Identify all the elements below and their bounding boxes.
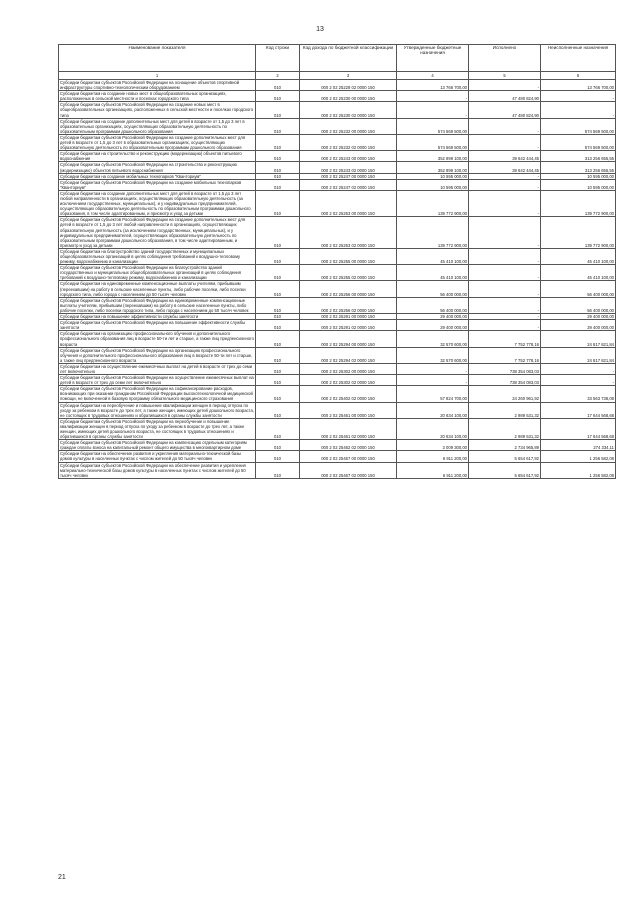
row-code-cell: 010	[256, 314, 300, 320]
executed-amount-cell: -	[469, 297, 541, 313]
table-row	[59, 91, 616, 102]
income-code-cell: 000 2 02 25402 02 0000 150	[300, 386, 397, 402]
row-code-cell: 010	[256, 91, 300, 102]
row-code-cell: 010	[256, 80, 300, 91]
row-code-cell: 010	[256, 151, 300, 162]
row-name-cell: Субсидии бюджетам на создание дополнительных мест для детей в возрасте от 1,5 до 3 лет любой направленности в организациях, осуществляющих образовательную деятельность (за исключением государственных, муниципальных), и у индивидуальных предпринимателей, осуществляющих образовательную деятельность по образовательным программам дошкольного образования, в том числе адаптированным, и присмотр и уход за детьми	[59, 190, 256, 216]
remaining-amount-cell: 17 644 568,68	[541, 402, 616, 418]
table-header-row	[59, 45, 616, 72]
row-name-cell: Субсидии бюджетам на обеспечение развития и укрепления материально-технической базы домов культуры в населенных пунктах с числом жителей до 50 тысяч человек	[59, 451, 256, 462]
remaining-amount-cell: 574 569 500,00	[541, 118, 616, 134]
remaining-amount-cell: -	[541, 375, 616, 386]
row-code-cell: 010	[256, 190, 300, 216]
table-row	[59, 134, 616, 150]
table-row	[59, 281, 616, 297]
row-code-cell: 010	[256, 402, 300, 418]
row-name-cell: Субсидии бюджетам субъектов Российской Федерации на обеспечение развития и укрепления материально-технической базы домов культуры в населенных пунктах с числом жителей до 50 тысяч человек	[59, 462, 256, 478]
approved-amount-cell: 20 634 100,00	[397, 402, 469, 418]
row-name-cell: Субсидии бюджетам на строительство и реконструкцию (модернизацию) объектов питьевого водоснабжения	[59, 151, 256, 162]
table-row	[59, 331, 616, 347]
executed-amount-cell: -	[469, 190, 541, 216]
row-name-cell: Субсидии бюджетам на создание дополнительных мест для детей в возрасте от 1,5 до 3 лет в образовательных организациях, осуществляющих образовательную деятельность по образовательным программам дошкольного образования	[59, 118, 256, 134]
remaining-amount-cell: 56 400 000,00	[541, 281, 616, 297]
remaining-amount-cell: 1 256 582,08	[541, 462, 616, 478]
approved-amount-cell: 29 400 000,00	[397, 320, 469, 331]
table-row	[59, 440, 616, 451]
row-code-cell: 010	[256, 248, 300, 264]
remaining-amount-cell: 313 256 655,55	[541, 151, 616, 162]
remaining-amount-cell: 13 766 700,00	[541, 80, 616, 91]
executed-amount-cell: 738 354 083,03	[469, 375, 541, 386]
table-row	[59, 363, 616, 374]
remaining-amount-cell: 24 817 821,84	[541, 347, 616, 363]
table-row	[59, 118, 616, 134]
row-code-cell: 010	[256, 418, 300, 439]
table-row	[59, 151, 616, 162]
remaining-amount-cell: 17 644 568,68	[541, 418, 616, 439]
table-row	[59, 418, 616, 439]
column-index: 2	[256, 72, 300, 80]
remaining-amount-cell: 29 400 000,00	[541, 314, 616, 320]
executed-amount-cell: 47 480 824,90	[469, 102, 541, 118]
remaining-amount-cell: 274 334,11	[541, 440, 616, 451]
remaining-amount-cell: 1 256 582,08	[541, 451, 616, 462]
income-code-cell: 000 2 02 25247 00 0000 150	[300, 173, 397, 179]
header-remaining: Неисполненные назначения	[541, 45, 616, 72]
executed-amount-cell: 2 734 965,89	[469, 440, 541, 451]
row-name-cell: Субсидии бюджетам на создание мобильных технопарков "Кванториум"	[59, 173, 256, 179]
approved-amount-cell: 13 766 700,00	[397, 80, 469, 91]
header-approved: Утвержденные бюджетные назначения	[397, 45, 469, 72]
executed-amount-cell: 39 642 444,45	[469, 151, 541, 162]
row-code-cell: 010	[256, 375, 300, 386]
approved-amount-cell: 29 400 000,00	[397, 314, 469, 320]
row-name-cell: Субсидии бюджетам на создание новых мест в общеобразовательных организациях, расположенных в сельской местности и поселках городского типа	[59, 91, 256, 102]
income-code-cell: 000 2 02 25243 00 0000 150	[300, 151, 397, 162]
row-name-cell: Субсидии бюджетам субъектов Российской Федерации на компенсацию отдельным категориям граждан оплаты взноса на капитальный ремонт общего имущества в многоквартирном доме	[59, 440, 256, 451]
row-name-cell: Субсидии бюджетам на благоустройство зданий государственных и муниципальных общеобразовательных организаций в целях соблюдения требований к воздушно-тепловому режиму, водоснабжению и канализации	[59, 248, 256, 264]
executed-amount-cell: 24 260 961,92	[469, 386, 541, 402]
approved-amount-cell: -	[397, 102, 469, 118]
approved-amount-cell: 45 410 100,00	[397, 265, 469, 281]
approved-amount-cell: 10 595 000,00	[397, 173, 469, 179]
row-name-cell: Субсидии бюджетам субъектов Российской Федерации на повышение эффективности службы занятости	[59, 320, 256, 331]
table-row	[59, 190, 616, 216]
approved-amount-cell: 20 634 100,00	[397, 418, 469, 439]
approved-amount-cell: 574 569 500,00	[397, 134, 469, 150]
row-code-cell: 010	[256, 102, 300, 118]
row-code-cell: 010	[256, 297, 300, 313]
row-name-cell: Субсидии бюджетам на организацию профессионального обучения и дополнительного профессионального образования лиц в возрасте 50-ти лет и старше, а также лиц предпенсионного возраста	[60, 331, 254, 347]
income-code-cell: 000 2 02 25294 00 0000 150	[300, 331, 397, 347]
row-code-cell: 010	[256, 320, 300, 331]
income-code-cell: 000 2 02 25243 02 0000 150	[300, 162, 397, 173]
executed-amount-cell: 5 654 617,92	[469, 462, 541, 478]
row-name-cell: Субсидии бюджетам субъектов Российской Федерации на оснащение объектов спортивной инфраструктуры спортивно-технологическим оборудованием	[59, 80, 256, 91]
remaining-amount-cell: -	[541, 91, 616, 102]
row-code-cell: 010	[256, 363, 300, 374]
row-name-cell: Субсидии бюджетам субъектов Российской Федерации на софинансирование расходов, возникающих при оказании гражданам Российской Федерации высокотехнологичной медицинской помощи, не включенной в базовую программу обязательного медицинского страхования	[59, 386, 256, 402]
executed-amount-cell: -	[469, 320, 541, 331]
row-code-cell: 010	[256, 179, 300, 190]
row-code-cell: 010	[256, 347, 300, 363]
row-code-cell: 010	[256, 134, 300, 150]
table-row	[59, 347, 616, 363]
approved-amount-cell: 57 824 700,00	[397, 386, 469, 402]
header-income-code: Код дохода по бюджетной классификации	[300, 45, 397, 72]
column-index: 5	[469, 72, 541, 80]
income-code-cell: 000 2 02 25253 02 0000 150	[300, 217, 397, 249]
table-row	[59, 248, 616, 264]
remaining-amount-cell: 56 400 000,00	[541, 297, 616, 313]
remaining-amount-cell: 574 569 500,00	[541, 134, 616, 150]
row-code-cell: 010	[256, 217, 300, 249]
income-code-cell: 000 2 02 25302 02 0000 150	[300, 375, 397, 386]
remaining-amount-cell: 24 817 821,84	[541, 331, 616, 347]
row-name-cell: Субсидии бюджетам на осуществление ежемесячных выплат на детей в возрасте от трех до семи лет включительно	[59, 363, 256, 374]
row-code-cell: 010	[256, 118, 300, 134]
row-code-cell: 010	[256, 265, 300, 281]
approved-amount-cell: 6 911 200,00	[397, 451, 469, 462]
income-code-cell: 000 2 02 25253 00 0000 150	[300, 190, 397, 216]
income-code-cell: 000 2 02 25467 00 0000 150	[300, 451, 397, 462]
remaining-amount-cell: 139 772 900,00	[541, 217, 616, 249]
remaining-amount-cell: 313 256 655,55	[541, 162, 616, 173]
executed-amount-cell: -	[469, 248, 541, 264]
executed-amount-cell: 5 654 617,92	[469, 451, 541, 462]
row-name-cell: Субсидии бюджетам субъектов Российской Федерации на организацию профессионального обучения и дополнительного профессионального образования лиц в возрасте 50-ти лет и старше, а также лиц предпенсионного возраста	[59, 347, 256, 363]
row-name-cell: Субсидии бюджетам субъектов Российской Федерации на создание дополнительных мест для детей в возрасте от 1,5 до 3 лет любой направленности в организациях, осуществляющих образовательную деятельность (за исключением государственных, муниципальных), и у индивидуальных предпринимателей, осуществляющих образовательную деятельность по образовательным программам дошкольного образования, в том числе адаптированным, и присмотр и уход за детьми	[59, 217, 256, 249]
income-code-cell: 000 2 02 25228 02 0000 150	[300, 80, 397, 91]
row-code-cell: 010	[256, 331, 300, 347]
row-name-cell: Субсидии бюджетам субъектов Российской Федерации на создание дополнительных мест для детей в возрасте от 1,5 до 3 лет в образовательных организациях, осуществляющих образовательную деятельность по образовательным программам дошкольного образования	[59, 134, 256, 150]
column-index: 4	[397, 72, 469, 80]
approved-amount-cell: 139 772 900,00	[397, 190, 469, 216]
table-row	[59, 402, 616, 418]
approved-amount-cell: 352 899 100,00	[397, 151, 469, 162]
approved-amount-cell: 139 772 900,00	[397, 217, 469, 249]
approved-amount-cell: 352 899 100,00	[397, 162, 469, 173]
row-code-cell: 010	[256, 386, 300, 402]
row-name-cell: Субсидии бюджетам субъектов Российской Федерации на переобучение и повышение квалификации женщин в период отпуска по уходу за ребенком в возрасте до трех лет, а также женщин, имеющих детей дошкольного возраста, не состоящих в трудовых отношениях и обратившихся в органы службы занятости	[59, 418, 256, 439]
row-name-cell: Субсидии бюджетам субъектов Российской Федерации на благоустройство зданий государственных и муниципальных общеобразовательных организаций в целях соблюдения требований к воздушно-тепловому режиму, водоснабжению и канализации	[59, 265, 256, 281]
remaining-amount-cell: -	[541, 102, 616, 118]
remaining-amount-cell: 10 595 000,00	[541, 179, 616, 190]
table-row	[59, 179, 616, 190]
approved-amount-cell: 45 410 100,00	[397, 248, 469, 264]
income-code-cell: 000 2 02 25232 02 0000 150	[300, 134, 397, 150]
income-code-cell: 000 2 02 25302 00 0000 150	[300, 363, 397, 374]
column-index: 6	[541, 72, 616, 80]
remaining-amount-cell: 29 400 000,00	[541, 320, 616, 331]
page-number-top: 13	[316, 26, 324, 33]
remaining-amount-cell: 10 595 000,00	[541, 173, 616, 179]
income-code-cell: 000 2 02 25255 02 0000 150	[300, 265, 397, 281]
approved-amount-cell: -	[397, 91, 469, 102]
executed-amount-cell: -	[469, 118, 541, 134]
table-row	[59, 386, 616, 402]
executed-amount-cell: -	[469, 217, 541, 249]
row-name-cell: Субсидии бюджетам субъектов Российской Федерации на создание новых мест в общеобразовательных организациях, расположенных в сельской местности и поселках городского типа	[59, 102, 256, 118]
remaining-amount-cell: 139 772 900,00	[541, 190, 616, 216]
table-row	[59, 217, 616, 249]
row-code-cell: 010	[256, 451, 300, 462]
page-number-bottom: 21	[58, 874, 66, 881]
table-row	[59, 80, 616, 91]
executed-amount-cell: -	[469, 265, 541, 281]
income-code-cell: 000 2 02 25247 02 0000 150	[300, 179, 397, 190]
income-code-cell: 000 2 02 25461 02 0000 150	[300, 418, 397, 439]
approved-amount-cell: 32 570 600,00	[397, 331, 469, 347]
approved-amount-cell: 574 569 500,00	[397, 118, 469, 134]
executed-amount-cell: -	[469, 179, 541, 190]
approved-amount-cell: 56 400 000,00	[397, 281, 469, 297]
income-code-cell: 000 2 02 25230 02 0000 150	[300, 102, 397, 118]
executed-amount-cell: 7 752 778,16	[469, 331, 541, 347]
income-code-cell: 000 2 02 25256 02 0000 150	[300, 297, 397, 313]
column-index-row	[59, 72, 616, 80]
row-code-cell: 010	[256, 173, 300, 179]
row-name-cell: Субсидии бюджетам на повышение эффективности службы занятости	[59, 314, 256, 320]
approved-amount-cell: -	[397, 363, 469, 374]
remaining-amount-cell: 45 410 100,00	[541, 248, 616, 264]
approved-amount-cell: 32 570 600,00	[397, 347, 469, 363]
executed-amount-cell: -	[469, 281, 541, 297]
approved-amount-cell: 3 009 300,00	[397, 440, 469, 451]
income-code-cell: 000 2 02 25462 02 0000 150	[300, 440, 397, 451]
remaining-amount-cell: -	[541, 363, 616, 374]
remaining-amount-cell: 45 410 100,00	[541, 265, 616, 281]
table-row	[59, 375, 616, 386]
row-name-cell: Субсидии бюджетам субъектов Российской Федерации на строительство и реконструкцию (модернизацию) объектов питьевого водоснабжения	[59, 162, 256, 173]
table-row	[59, 265, 616, 281]
executed-amount-cell: 39 642 444,45	[469, 162, 541, 173]
income-code-cell: 000 2 02 25294 02 0000 150	[300, 347, 397, 363]
income-code-cell: 000 2 02 25255 00 0000 150	[300, 248, 397, 264]
executed-amount-cell: 47 480 824,90	[469, 91, 541, 102]
row-name-cell: Субсидии бюджетам на переобучение и повышение квалификации женщин в период отпуска по уходу за ребенком в возрасте до трех лет, а также женщин, имеющих детей дошкольного возраста, не состоящих в трудовых отношениях и обратившихся в органы службы занятости	[60, 402, 255, 418]
approved-amount-cell: -	[397, 375, 469, 386]
executed-amount-cell: 2 989 531,32	[469, 402, 541, 418]
table-row	[59, 102, 616, 118]
table-row	[59, 162, 616, 173]
row-code-cell: 010	[256, 162, 300, 173]
budget-execution-table	[58, 44, 616, 479]
executed-amount-cell: -	[469, 134, 541, 150]
executed-amount-cell: 7 752 778,16	[469, 347, 541, 363]
row-name-cell: Субсидии бюджетам на единовременные компенсационные выплаты учителям, прибывшим (переехавшим) на работу в сельские населенные пункты, либо рабочие поселки, либо поселки городского типа, либо города с населением до 50 тысяч человек	[59, 281, 256, 297]
row-code-cell: 010	[256, 440, 300, 451]
table-row	[59, 462, 616, 478]
row-name-cell: Субсидии бюджетам субъектов Российской Федерации на осуществление ежемесячных выплат на детей в возрасте от трех до семи лет включительно	[60, 375, 254, 386]
income-code-cell: 000 2 02 25467 02 0000 150	[300, 462, 397, 478]
income-code-cell: 000 2 02 25230 00 0000 150	[300, 91, 397, 102]
remaining-amount-cell: 33 563 738,08	[541, 386, 616, 402]
executed-amount-cell: -	[469, 173, 541, 179]
table-row	[59, 320, 616, 331]
approved-amount-cell: 56 400 000,00	[397, 297, 469, 313]
row-code-cell: 010	[256, 462, 300, 478]
executed-amount-cell: -	[469, 314, 541, 320]
header-name: Наименование показателя	[59, 45, 256, 72]
column-index: 1	[59, 72, 256, 80]
executed-amount-cell: 2 989 531,32	[469, 418, 541, 439]
income-code-cell: 000 2 02 25232 00 0000 150	[300, 118, 397, 134]
row-code-cell: 010	[256, 281, 300, 297]
table-row	[59, 297, 616, 313]
approved-amount-cell: 10 595 000,00	[397, 179, 469, 190]
income-code-cell: 000 2 02 25461 00 0000 150	[300, 402, 397, 418]
header-row-code: Код строки	[256, 45, 300, 72]
executed-amount-cell: 738 354 083,03	[469, 363, 541, 374]
column-index: 3	[300, 72, 397, 80]
income-code-cell: 000 2 02 25291 00 0000 150	[300, 314, 397, 320]
approved-amount-cell: 6 911 200,00	[397, 462, 469, 478]
table-row	[59, 451, 616, 462]
executed-amount-cell: -	[469, 80, 541, 91]
header-executed: Исполнено	[469, 45, 541, 72]
income-code-cell: 000 2 02 25291 02 0000 150	[300, 320, 397, 331]
row-name-cell: Субсидии бюджетам субъектов Российской Федерации на единовременные компенсационные выплаты учителям, прибывшим (переехавшим) на работу в сельские населенные пункты, либо рабочие поселки, либо поселки городского типа, либо города с населением до 50 тысяч человек	[59, 297, 256, 313]
income-code-cell: 000 2 02 25256 00 0000 150	[300, 281, 397, 297]
row-name-cell: Субсидии бюджетам субъектов Российской Федерации на создание мобильных технопарков "Кванториум"	[59, 179, 256, 190]
